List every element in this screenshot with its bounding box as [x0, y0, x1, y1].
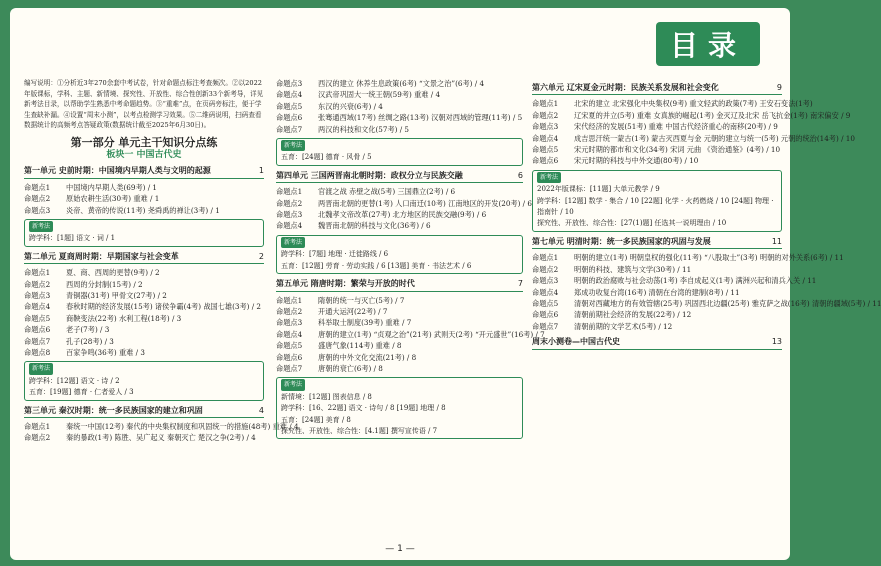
new-method-box	[24, 361, 264, 400]
entry-text: 青铜器(31考) 甲骨文(27考) / 2	[66, 290, 167, 300]
new-method-line: 五育：[19题] 德育 · 仁者爱人 / 3	[29, 388, 134, 397]
toc-entry[interactable]	[532, 287, 782, 298]
toc-entry[interactable]	[276, 220, 523, 231]
entry-text: 唐朝的建立(1考) “贞观之治”(21考) 武则天(2考) “开元盛世”(16考) / 7	[318, 329, 545, 339]
weekly-test-link[interactable]: 周末小测卷—中国古代史 13	[532, 336, 782, 349]
toc-entry[interactable]	[532, 298, 881, 309]
entry-text: 辽宋夏的并立(5考) 重难 女真族的崛起(1考) 金灭辽及北宋 岳飞抗金(1考) 南宋偏安 / 9	[574, 110, 851, 120]
new-method-box	[532, 170, 782, 232]
entry-number: 命题点2	[24, 279, 51, 289]
new-method-line: 五育：[24题] 德育 · 风骨 / 5	[281, 153, 372, 162]
entry-number: 命题点5	[276, 101, 303, 111]
entry-text: 魏晋南北朝的科技与文化(36考) / 6	[318, 221, 431, 231]
new-method-tag: 新考法	[281, 140, 305, 151]
toc-entry[interactable]	[24, 279, 264, 290]
entry-text: 科举取士制度(39考) 重难 / 7	[318, 318, 412, 328]
toc-page	[10, 8, 881, 560]
toc-entry[interactable]	[24, 267, 264, 278]
toc-entry[interactable]	[532, 133, 855, 144]
entry-number: 命题点5	[532, 298, 559, 308]
new-method-box	[276, 235, 523, 274]
toc-entry[interactable]	[276, 329, 545, 340]
column-right	[532, 78, 881, 353]
toc-entry[interactable]	[532, 264, 782, 275]
entry-number: 命题点4	[532, 287, 559, 297]
unit-section	[24, 405, 299, 444]
toc-entry[interactable]	[276, 101, 523, 112]
entry-text: 郑成功收复台湾(16考) 清朝在台湾的建制(8考) / 11	[574, 287, 740, 297]
unit-heading[interactable]	[276, 170, 523, 183]
entry-text: 清朝前期社会经济的发展(22考) / 12	[574, 310, 692, 320]
entry-number: 命题点2	[24, 194, 51, 204]
toc-entry[interactable]	[276, 306, 523, 317]
toc-entry[interactable]	[276, 209, 523, 220]
toc-entry[interactable]	[532, 309, 782, 320]
unit-page: 2	[258, 251, 264, 261]
new-method-line: 探究性、开放性、综合性：[4.1题] 撰写宣传语 / 7	[281, 426, 438, 435]
toc-entry[interactable]	[276, 295, 523, 306]
unit-title: 第六单元 辽宋夏金元时期：民族关系发展和社会变化	[532, 83, 719, 92]
toc-entry[interactable]	[276, 352, 523, 363]
new-method-tag: 新考法	[537, 172, 561, 183]
entry-number: 命题点5	[24, 313, 51, 323]
entry-number: 命题点1	[532, 253, 559, 263]
entry-number: 命题点2	[532, 264, 559, 274]
entry-text: 两汉的科技和文化(57考) / 5	[318, 124, 410, 134]
toc-entry[interactable]	[532, 252, 844, 263]
entry-text: 孔子(28考) / 3	[66, 336, 114, 346]
entry-number: 命题点3	[276, 79, 303, 88]
toc-entry[interactable]	[24, 336, 264, 347]
unit-section	[276, 170, 532, 274]
unit-section	[276, 78, 523, 166]
new-method-box	[276, 138, 523, 166]
entry-number: 命题点6	[532, 156, 559, 166]
entry-number: 命题点1	[532, 99, 559, 109]
entry-text: 隋朝的统一与灭亡(5考) / 7	[318, 295, 405, 305]
entry-text: 商鞅变法(22考) 水利工程(18考) / 3	[66, 313, 182, 323]
entry-number: 命题点4	[532, 133, 559, 143]
entry-text: 东汉的兴衰(6考) / 4	[318, 101, 383, 111]
entry-number: 命题点1	[24, 268, 51, 278]
unit-section	[532, 82, 855, 232]
toc-entry[interactable]	[276, 186, 523, 197]
toc-entry[interactable]	[24, 205, 264, 216]
unit-heading[interactable]	[24, 251, 264, 264]
entry-number: 命题点3	[532, 276, 559, 286]
part-heading: 第一部分 单元主干知识分点练	[70, 135, 218, 149]
new-method-box	[24, 219, 264, 247]
new-method-line: 跨学科：[1题] 语文 · 词 / 1	[29, 234, 116, 243]
unit-title: 第二单元 夏商周时期：早期国家与社会变革	[24, 251, 179, 261]
toc-entry[interactable]	[24, 290, 264, 301]
entry-number: 命题点5	[532, 145, 559, 155]
column-left	[24, 78, 299, 444]
entry-text: 老子(7考) / 3	[66, 325, 110, 335]
entry-text: 夏、商、西周的更替(9考) / 2	[66, 268, 160, 278]
toc-entry[interactable]	[276, 124, 523, 135]
unit-page: 6	[517, 170, 523, 180]
unit-title: 第七单元 明清时期：统一多民族国家的巩固与发展	[532, 236, 711, 246]
entry-number: 命题点6	[532, 310, 559, 320]
entry-text: 成吉思汗统一蒙古(1考) 蒙古灭西夏与金 元朝的建立与统一(5考) 元朝的统治(14考) / 10	[574, 133, 855, 143]
entry-text: 中国境内早期人类(69考) / 1	[66, 182, 158, 192]
new-method-box	[276, 377, 523, 439]
unit-heading[interactable]	[24, 165, 264, 178]
unit-page: 9	[776, 83, 782, 92]
entry-number: 命题点2	[276, 198, 303, 208]
entry-text: 春秋时期的经济发展(15考) 诸侯争霸(4考) 战国七雄(3考) / 2	[66, 302, 262, 312]
entry-number: 命题点1	[276, 295, 303, 305]
entry-number: 命题点8	[24, 348, 51, 357]
entry-number: 命题点1	[24, 422, 51, 432]
entry-text: 明朝的政治腐败与社会动荡(1考) 李自成起义(1考) 满洲兴起和清兵入关 / 11	[574, 276, 817, 286]
toc-entry[interactable]	[532, 144, 782, 155]
entry-text: 唐朝的衰亡(6考) / 8	[318, 363, 383, 373]
unit-title: 第五单元 隋唐时期：繁荣与开放的时代	[276, 279, 415, 289]
toc-entry[interactable]	[276, 198, 532, 209]
unit-title: 第一单元 史前时期：中国境内早期人类与文明的起源	[24, 166, 211, 176]
entry-number: 命题点2	[24, 433, 51, 443]
toc-entry[interactable]	[24, 193, 264, 204]
intro-note: 编写说明：①分析近3年270余套中考试卷，针对命题点标注考查频次。②以2022年版课标，学科、主题、新情境、探究性、开放性、综合性创新33个新考导，详见新考法目录，以帮助学生熟悉中考命题趋势。③“重难”点，在页码旁标注，便于学生查缺补漏。④设置“周末小测”，以考点检测学习效果。⑤二维码说明，扫码查看数据统计的高频考点答疑政策(数据统计截至2025年6月30日)。	[24, 79, 264, 129]
column-middle	[276, 78, 545, 442]
unit-heading[interactable]	[532, 82, 782, 95]
entry-text: 清朝前期的文学艺术(5考) / 12	[574, 321, 673, 331]
entry-number: 命题点6	[276, 352, 303, 362]
toc-entry[interactable]	[276, 363, 523, 374]
new-method-line: 五育：[24题] 美育 / 8	[281, 415, 351, 424]
entry-text: 官渡之战 赤壁之战(5考) 三国鼎立(2考) / 6	[318, 187, 456, 197]
unit-page: 7	[517, 279, 523, 289]
toc-entry[interactable]	[532, 121, 782, 132]
new-method-tag: 新考法	[29, 221, 53, 232]
entry-text: 秦统一中国(12考) 秦代的中央集权制度和巩固统一的措施(48考) 重难 / 4	[66, 422, 299, 432]
entry-number: 命题点5	[276, 341, 303, 351]
toc-entry[interactable]	[276, 112, 523, 123]
entry-text: 盛唐气象(114考) 重难 / 8	[318, 341, 402, 351]
entry-number: 命题点6	[24, 325, 51, 335]
block-heading: 板块一 中国古代史	[106, 149, 182, 160]
entry-text: 明朝的科技、建筑与文学(30考) / 11	[574, 264, 692, 274]
entry-number: 命题点4	[276, 221, 303, 231]
unit-title: 第四单元 三国两晋南北朝时期：政权分立与民族交融	[276, 170, 463, 180]
entry-text: 张骞通西域(17考) 丝绸之路(13考) 汉朝对西域的管理(11考) / 5	[318, 113, 523, 123]
entry-text: 明朝的建立(1考) 明朝皇权的强化(11考) “八股取士”(3考) 明朝的对外关系(6考) / 11	[574, 253, 844, 263]
unit-page: 1	[258, 166, 264, 176]
unit-page: 11	[771, 236, 782, 246]
entry-number: 命题点2	[276, 306, 303, 316]
toc-entry[interactable]	[532, 98, 813, 109]
entry-text: 西汉的建立 休养生息政策(6考) “文景之治”(6考) / 4	[318, 79, 485, 88]
new-method-tag: 新考法	[281, 379, 305, 390]
entry-number: 命题点3	[532, 122, 559, 132]
entry-text: 汉武帝巩固大一统王朝(59考) 重难 / 4	[318, 90, 441, 100]
unit-section	[532, 236, 881, 332]
toc-entry[interactable]	[532, 321, 782, 332]
entry-text: 北宋的建立 北宋强化中央集权(9考) 重文轻武的政策(7考) 王安石变法(1考)	[574, 99, 813, 109]
new-method-tag: 新考法	[281, 237, 305, 248]
unit-page: 4	[258, 405, 264, 415]
toc-entry[interactable]	[276, 317, 523, 328]
entry-number: 命题点3	[24, 290, 51, 300]
unit-section	[24, 251, 264, 401]
entry-number: 命题点3	[24, 205, 51, 215]
new-method-line: 探究性、开放性、综合性：[27(1)题] 任选其一说明理由 / 10	[537, 219, 727, 228]
entry-text: 北魏孝文帝改革(27考) 北方地区的民族交融(9考) / 6	[318, 210, 487, 220]
toc-entry[interactable]	[24, 347, 264, 358]
entry-text: 唐朝的中外文化交流(21考) / 8	[318, 352, 417, 362]
unit-section	[24, 165, 264, 246]
entry-text: 宋代经济的发展(51考) 重难 中国古代经济重心的南移(20考) / 9	[574, 122, 778, 132]
entry-number: 命题点1	[24, 182, 51, 192]
new-method-line: 跨学科：[7题] 地理 · 迁徙路线 / 6	[281, 250, 389, 259]
toc-entry[interactable]	[276, 89, 523, 100]
unit-heading[interactable]	[276, 278, 523, 291]
entry-number: 命题点7	[276, 363, 303, 373]
unit-heading[interactable]	[24, 405, 264, 418]
unit-section	[276, 278, 545, 439]
entry-number: 命题点7	[24, 336, 51, 346]
toc-entry[interactable]	[24, 421, 299, 432]
unit-title: 第三单元 秦汉时期：统一多民族国家的建立和巩固	[24, 405, 203, 415]
toc-entry[interactable]	[24, 324, 264, 335]
entry-number: 命题点6	[276, 113, 303, 123]
entry-text: 炎帝、黄帝的传说(11考) 尧舜禹的禅让(3考) / 1	[66, 205, 220, 215]
page-number: — 1 —	[385, 544, 415, 554]
entry-number: 命题点7	[532, 321, 559, 331]
unit-heading[interactable]	[532, 236, 782, 249]
toc-entry[interactable]	[276, 78, 523, 89]
entry-number: 命题点1	[276, 187, 303, 197]
entry-number: 命题点2	[532, 110, 559, 120]
new-method-line: 跨学科：[16、22题] 语文 · 诗句 / 8 [19题] 地理 / 8	[281, 404, 446, 413]
entry-text: 宋元时期的都市和文化(34考) 宋词 元曲 《资治通鉴》(4考) / 10	[574, 145, 781, 155]
entry-number: 命题点3	[276, 318, 303, 328]
new-method-line: 2022年版课标：[11题] 大单元教学 / 9	[537, 185, 660, 194]
entry-text: 清朝对西藏地方的有效管辖(25考) 巩固西北边疆(25考) 雅克萨之战(16考) 清朝的疆域(5考) / 11	[574, 298, 881, 308]
toc-entry[interactable]	[532, 155, 782, 166]
entry-text: 两晋南北朝的更替(1考) 人口南迁(10考) 江南地区的开发(20考) / 6	[318, 198, 532, 208]
entry-text: 开通大运河(22考) / 7	[318, 306, 388, 316]
toc-entry[interactable]	[24, 301, 264, 312]
toc-entry[interactable]	[24, 313, 264, 324]
page-title: 目录	[656, 22, 760, 66]
entry-text: 原始农耕生活(30考) 重难 / 1	[66, 194, 160, 204]
new-method-line: 跨学科：[12题] 语文 · 诗 / 2	[29, 376, 120, 385]
new-method-line: 跨学科：[12题] 数学 · 集合 / 10 [22题] 化学 · 火药燃烧 / 10 [24题] 物理 · 指南针 / 10	[537, 196, 774, 217]
new-method-tag: 新考法	[29, 363, 53, 374]
toc-entry[interactable]	[532, 110, 851, 121]
entry-number: 命题点4	[24, 302, 51, 312]
entry-text: 宋元时期的科技与中外交通(80考) / 10	[574, 156, 699, 166]
entry-number: 命题点3	[276, 210, 303, 220]
entry-text: 西周的分封制(15考) / 2	[66, 279, 143, 289]
entry-text: 百家争鸣(36考) 重难 / 3	[66, 348, 145, 357]
toc-entry[interactable]	[24, 432, 264, 443]
toc-entry[interactable]	[276, 340, 523, 351]
entry-text: 秦的暴政(1考) 陈胜、吴广起义 秦朝灭亡 楚汉之争(2考) / 4	[66, 433, 256, 443]
entry-number: 命题点7	[276, 124, 303, 134]
entry-number: 命题点4	[276, 90, 303, 100]
entry-number: 命题点4	[276, 329, 303, 339]
new-method-line: 五育：[12题] 劳育 · 劳动实践 / 6 [13题] 美育 · 书法艺术 / 6	[281, 261, 472, 270]
new-method-line: 新情境：[12题] 图表信息 / 8	[281, 392, 372, 401]
toc-entry[interactable]	[532, 275, 817, 286]
toc-entry[interactable]	[24, 182, 264, 193]
